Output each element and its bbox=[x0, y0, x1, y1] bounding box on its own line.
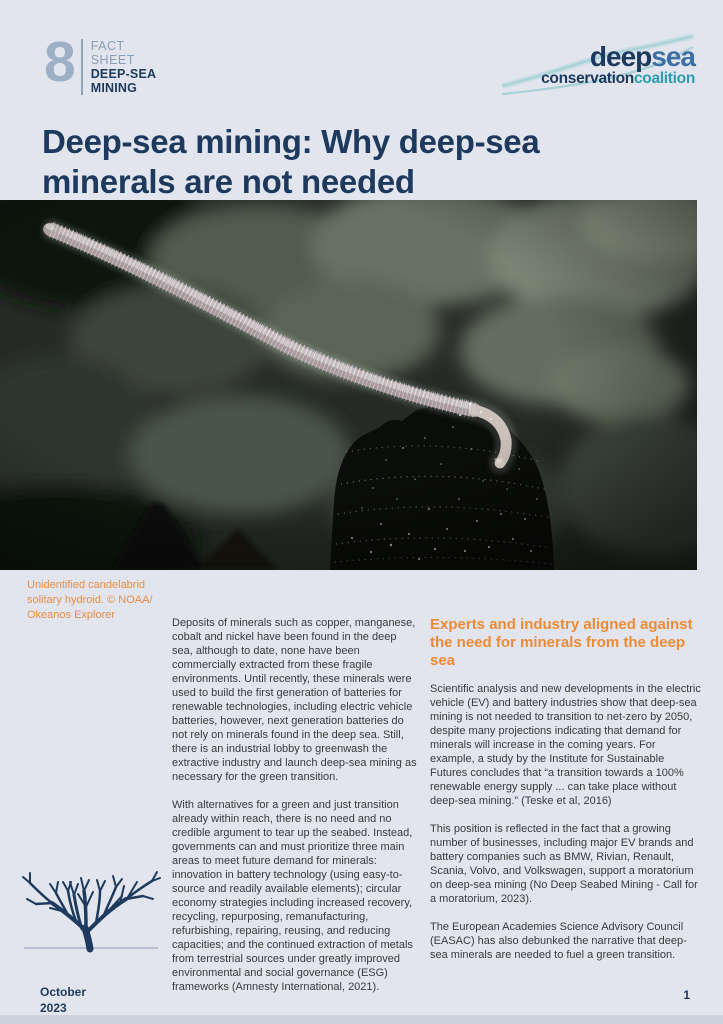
footer-date bbox=[40, 984, 86, 1016]
factsheet-number: 8 bbox=[44, 30, 74, 94]
logo-conservationcoalition bbox=[500, 71, 695, 87]
right-column bbox=[430, 616, 702, 976]
section-heading: Experts and industry aligned against the need for minerals from the deep sea bbox=[430, 616, 693, 669]
dscc-logo bbox=[500, 34, 695, 104]
logo-word-sea: sea bbox=[651, 41, 695, 72]
photo-caption: Unidentified candelabrid solitary hydroid. © NOAA/ Okeanos Explorer bbox=[27, 579, 153, 621]
footer-month: October bbox=[40, 985, 87, 999]
factsheet-label-mining: MINING bbox=[90, 81, 138, 95]
footer-year: 2023 bbox=[40, 1001, 67, 1015]
factsheet-label-deepsea: DEEP-SEA bbox=[90, 67, 157, 81]
factsheet-label-sheet: SHEET bbox=[90, 53, 135, 67]
coral-illustration-icon bbox=[16, 845, 166, 957]
left-paragraph-1: Deposits of minerals such as copper, manganese, cobalt and nickel have been found in the deep sea, although to date, none have been commercially extracted from these fragile environments. Until recently, these minerals were used to build the first generation of batteries for renewable technologies, including electric vehicle batteries, however, next generation batteries do not rely on minerals found in the deep sea. Still, there is an industrial lobby to greenwash the extractive industry and launch deep-sea mining as necessary for the green transition. bbox=[172, 617, 417, 783]
right-paragraph-2: This position is reflected in the fact that a growing number of businesses, including major EV brands and battery companies such as BMW, Rivian, Renault, Scania, Volvo, and Volkswagen, support a moratorium on deep-sea mining (No Deep Seabed Mining - Call for a moratorium, 2023). bbox=[430, 823, 698, 905]
right-paragraph-3: The European Academies Science Advisory Council (EASAC) has also debunked the narrative that deep-sea minerals are needed to fuel a green transition. bbox=[430, 921, 687, 961]
page-title: Deep-sea mining: Why deep-sea minerals are not needed bbox=[42, 123, 540, 201]
right-paragraph-1: Scientific analysis and new developments in the electric vehicle (EV) and battery industries show that deep-sea mining is not needed to transition to net-zero by 2050, despite many projections indicating that demand for minerals will increase in the coming years. For example, a study by the Institute for Sustainable Futures concludes that “a transition towards a 100% renewable energy supply ... can take place without deep-sea mining.” (Teske et al, 2016) bbox=[430, 683, 701, 807]
logo-word-conservation: conservation bbox=[541, 70, 634, 87]
logo-deepsea bbox=[500, 42, 695, 72]
page-number: 1 bbox=[683, 988, 690, 1002]
left-column bbox=[172, 616, 418, 1008]
hydroid-photo bbox=[0, 200, 697, 570]
page-bottom-edge bbox=[0, 1015, 723, 1024]
factsheet-header bbox=[44, 30, 157, 95]
factsheet-label-fact: FACT bbox=[90, 39, 125, 53]
logo-word-coalition: coalition bbox=[633, 70, 695, 87]
logo-word-deep: deep bbox=[589, 41, 652, 72]
factsheet-labels bbox=[81, 39, 157, 95]
left-paragraph-2: With alternatives for a green and just transition already within reach, there is no need and no credible argument to tear up the seabed. Instead, governments can and must prioritize three main areas to meet future demand for minerals: innovation in battery technology (using easy-to-source and readily available elements); circular economy strategies including increased recovery, recycling, repurposing, remanufacturing, refurbishing, repairing, reusing, and reducing capacities; and the continued extraction of metals from terrestrial sources under greatly improved environmental and social governance (ESG) frameworks (Amnesty International, 2021). bbox=[172, 799, 413, 993]
